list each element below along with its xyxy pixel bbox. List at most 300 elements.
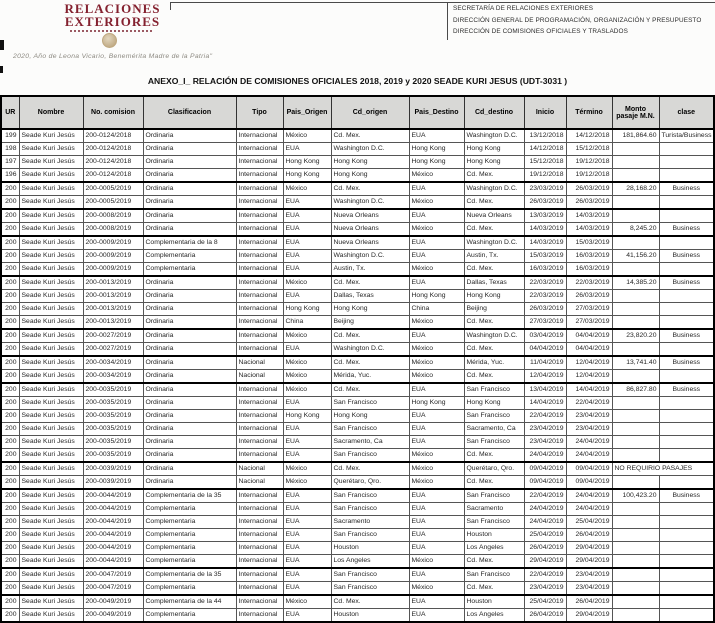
table-cell: Beijing — [331, 316, 409, 330]
table-cell: Seade Kuri Jesús — [19, 169, 83, 183]
table-cell: Seade Kuri Jesús — [19, 542, 83, 555]
table-cell: EUA — [409, 129, 464, 143]
table-cell: Seade Kuri Jesús — [19, 209, 83, 223]
table-cell: 200-0047/2019 — [83, 582, 143, 596]
column-header: Tipo — [236, 96, 283, 129]
table-cell: 200-0009/2019 — [83, 236, 143, 250]
table-cell: 200-0034/2019 — [83, 370, 143, 384]
table-row — [1, 316, 714, 330]
table-cell — [612, 156, 659, 169]
table-cell: 200-0039/2019 — [83, 462, 143, 476]
table-cell: Hong Kong — [283, 410, 331, 423]
table-cell: 200 — [1, 436, 19, 449]
table-row — [1, 462, 714, 476]
table-cell: Seade Kuri Jesús — [19, 436, 83, 449]
scan-artifact-mark — [0, 66, 3, 73]
table-cell: Dallas, Texas — [464, 276, 524, 290]
table-cell: 200 — [1, 410, 19, 423]
table-cell: 200 — [1, 263, 19, 277]
table-cell — [659, 263, 714, 277]
table-row — [1, 595, 714, 609]
table-cell: México — [409, 370, 464, 384]
table-cell: 200 — [1, 383, 19, 397]
column-header: Inicio — [524, 96, 566, 129]
table-cell: Internacional — [236, 196, 283, 210]
commissions-table — [0, 95, 715, 623]
table-cell: 200 — [1, 182, 19, 196]
table-cell: 200-0009/2019 — [83, 250, 143, 263]
table-cell — [612, 503, 659, 516]
table-cell: 198 — [1, 143, 19, 156]
table-cell: Internacional — [236, 250, 283, 263]
table-cell: Sacramento — [331, 516, 409, 529]
table-cell: Ordinaria — [143, 209, 236, 223]
table-cell: 200 — [1, 223, 19, 237]
table-cell — [612, 582, 659, 596]
table-cell: Washington D.C. — [331, 196, 409, 210]
table-cell: Ordinaria — [143, 329, 236, 343]
table-cell: 26/04/2019 — [566, 595, 612, 609]
table-cell — [612, 343, 659, 357]
table-cell: Seade Kuri Jesús — [19, 223, 83, 237]
table-cell: Seade Kuri Jesús — [19, 316, 83, 330]
table-cell: EUA — [409, 276, 464, 290]
table-cell: Cd. Mex. — [331, 129, 409, 143]
table-cell — [659, 370, 714, 384]
table-cell: 14/03/2019 — [566, 209, 612, 223]
table-cell: Cd. Mex. — [464, 343, 524, 357]
table-cell: 29/04/2019 — [524, 555, 566, 569]
table-cell: 200 — [1, 555, 19, 569]
table-cell: 16/03/2019 — [566, 263, 612, 277]
table-cell: Ordinaria — [143, 410, 236, 423]
table-cell: EUA — [283, 609, 331, 623]
table-cell: 15/12/2018 — [524, 156, 566, 169]
table-cell: EUA — [283, 263, 331, 277]
table-cell: Seade Kuri Jesús — [19, 182, 83, 196]
table-cell: Cd. Mex. — [464, 169, 524, 183]
table-cell: 22/03/2019 — [524, 290, 566, 303]
table-cell: Seade Kuri Jesús — [19, 462, 83, 476]
table-cell: 14/04/2019 — [524, 397, 566, 410]
table-cell: Austin, Tx. — [464, 250, 524, 263]
table-cell: 14/03/2019 — [566, 223, 612, 237]
table-cell: 24/04/2019 — [566, 489, 612, 503]
logo-line-1: RELACIONES — [64, 1, 161, 16]
table-cell: Seade Kuri Jesús — [19, 489, 83, 503]
table-cell: Complementaria — [143, 609, 236, 623]
table-row — [1, 250, 714, 263]
table-cell: Seade Kuri Jesús — [19, 503, 83, 516]
table-cell: 22/03/2019 — [524, 276, 566, 290]
logo-line-2: EXTERIORES — [64, 14, 161, 29]
table-row — [1, 129, 714, 143]
table-row — [1, 169, 714, 183]
table-row — [1, 397, 714, 410]
table-cell: Seade Kuri Jesús — [19, 476, 83, 490]
table-cell: 200 — [1, 196, 19, 210]
table-cell: 27/03/2019 — [566, 316, 612, 330]
table-cell: 200-0013/2019 — [83, 303, 143, 316]
table-cell: Ordinaria — [143, 276, 236, 290]
table-cell — [659, 542, 714, 555]
table-cell: México — [283, 370, 331, 384]
table-cell: Complementaria — [143, 516, 236, 529]
table-cell: Cd. Mex. — [464, 316, 524, 330]
table-cell: Complementaria de la 35 — [143, 489, 236, 503]
table-cell: 15/03/2019 — [524, 250, 566, 263]
table-cell: 25/04/2019 — [524, 529, 566, 542]
table-cell: Ordinaria — [143, 303, 236, 316]
table-cell: 86,827.80 — [612, 383, 659, 397]
table-cell: Hong Kong — [331, 156, 409, 169]
table-row — [1, 449, 714, 463]
table-cell: Cd. Mex. — [464, 263, 524, 277]
table-cell: 19/12/2018 — [524, 169, 566, 183]
table-cell: 11/04/2019 — [524, 356, 566, 370]
table-cell: 200-0044/2019 — [83, 555, 143, 569]
table-cell: Turista/Business — [659, 129, 714, 143]
table-cell: EUA — [283, 582, 331, 596]
table-cell — [659, 303, 714, 316]
table-cell: Internacional — [236, 182, 283, 196]
table-cell — [612, 529, 659, 542]
table-row — [1, 156, 714, 169]
table-cell: Nueva Orleans — [331, 236, 409, 250]
table-cell — [612, 516, 659, 529]
table-cell: 13/04/2019 — [524, 383, 566, 397]
table-cell: México — [409, 462, 464, 476]
table-cell: 200-0124/2018 — [83, 156, 143, 169]
table-cell: 15/12/2018 — [566, 143, 612, 156]
table-cell: EUA — [283, 196, 331, 210]
table-cell — [659, 423, 714, 436]
table-cell: Cd. Mex. — [464, 449, 524, 463]
table-cell: 181,864.60 — [612, 129, 659, 143]
table-cell: China — [409, 303, 464, 316]
table-cell: 200 — [1, 276, 19, 290]
table-cell: Washington D.C. — [331, 143, 409, 156]
table-cell: Internacional — [236, 156, 283, 169]
table-cell: Seade Kuri Jesús — [19, 397, 83, 410]
table-cell: 200-0044/2019 — [83, 542, 143, 555]
table-cell: México — [283, 383, 331, 397]
table-row — [1, 290, 714, 303]
table-cell: México — [409, 582, 464, 596]
table-cell: EUA — [409, 329, 464, 343]
table-cell: EUA — [283, 503, 331, 516]
table-cell: EUA — [409, 182, 464, 196]
table-cell: Ordinaria — [143, 423, 236, 436]
table-cell: San Francisco — [331, 568, 409, 582]
table-cell: 200-0035/2019 — [83, 383, 143, 397]
column-header: Monto pasaje M.N. — [612, 96, 659, 129]
column-header: Pais_Origen — [283, 96, 331, 129]
table-cell: Internacional — [236, 397, 283, 410]
table-cell: 14,385.20 — [612, 276, 659, 290]
table-cell: 200 — [1, 423, 19, 436]
table-cell: 22/04/2019 — [524, 410, 566, 423]
table-cell — [659, 436, 714, 449]
table-row — [1, 542, 714, 555]
table-cell: 09/04/2019 — [566, 476, 612, 490]
table-cell: Sacramento, Ca — [331, 436, 409, 449]
table-cell: Internacional — [236, 223, 283, 237]
sre-logo — [40, 2, 185, 28]
table-cell: San Francisco — [331, 489, 409, 503]
table-cell: San Francisco — [464, 436, 524, 449]
table-cell: EUA — [409, 250, 464, 263]
table-cell: Seade Kuri Jesús — [19, 343, 83, 357]
table-cell: 200 — [1, 250, 19, 263]
table-cell: Seade Kuri Jesús — [19, 529, 83, 542]
table-cell: Ordinaria — [143, 169, 236, 183]
national-seal-icon — [102, 33, 117, 48]
table-cell: Internacional — [236, 143, 283, 156]
table-cell: 04/04/2019 — [566, 329, 612, 343]
table-cell: San Francisco — [331, 582, 409, 596]
table-cell: 13/12/2018 — [524, 129, 566, 143]
table-cell — [612, 595, 659, 609]
table-cell: 29/04/2019 — [566, 555, 612, 569]
table-row — [1, 370, 714, 384]
table-cell: Cd. Mex. — [331, 182, 409, 196]
table-row — [1, 489, 714, 503]
table-cell — [612, 423, 659, 436]
table-cell: 200-0013/2019 — [83, 290, 143, 303]
table-cell: EUA — [409, 423, 464, 436]
table-cell: Hong Kong — [331, 410, 409, 423]
table-cell: Complementaria — [143, 529, 236, 542]
table-cell: EUA — [409, 410, 464, 423]
table-cell — [659, 316, 714, 330]
table-cell: 200-0044/2019 — [83, 529, 143, 542]
table-cell: Hong Kong — [283, 303, 331, 316]
table-cell: 200-0047/2019 — [83, 568, 143, 582]
table-cell: México — [409, 316, 464, 330]
table-row — [1, 516, 714, 529]
table-cell: Internacional — [236, 529, 283, 542]
agency-line-1: SECRETARÍA DE RELACIONES EXTERIORES — [453, 5, 594, 12]
table-cell: Complementaria — [143, 503, 236, 516]
table-cell: 200-0027/2019 — [83, 329, 143, 343]
table-cell: Internacional — [236, 516, 283, 529]
table-cell: Business — [659, 329, 714, 343]
table-cell: 200-0035/2019 — [83, 397, 143, 410]
table-cell: EUA — [409, 383, 464, 397]
table-cell: Business — [659, 223, 714, 237]
table-cell: Ordinaria — [143, 449, 236, 463]
table-cell: EUA — [283, 290, 331, 303]
table-cell: Complementaria — [143, 263, 236, 277]
table-row — [1, 423, 714, 436]
table-cell: 22/03/2019 — [566, 276, 612, 290]
table-cell — [612, 290, 659, 303]
table-row — [1, 436, 714, 449]
table-cell: Seade Kuri Jesús — [19, 383, 83, 397]
table-cell — [659, 169, 714, 183]
table-cell: EUA — [283, 542, 331, 555]
table-cell: México — [409, 263, 464, 277]
table-cell: 200 — [1, 516, 19, 529]
table-cell: 14/03/2019 — [524, 236, 566, 250]
table-cell — [612, 476, 659, 490]
table-cell: Washington D.C. — [464, 182, 524, 196]
table-row — [1, 529, 714, 542]
table-cell: San Francisco — [331, 397, 409, 410]
table-cell: Internacional — [236, 555, 283, 569]
table-cell: Ordinaria — [143, 436, 236, 449]
table-cell: EUA — [283, 555, 331, 569]
table-cell: Ordinaria — [143, 383, 236, 397]
table-cell: Seade Kuri Jesús — [19, 196, 83, 210]
table-cell: 200 — [1, 236, 19, 250]
table-cell: Internacional — [236, 316, 283, 330]
table-cell — [659, 503, 714, 516]
table-cell — [612, 410, 659, 423]
table-cell — [659, 343, 714, 357]
table-cell: 23/04/2019 — [524, 582, 566, 596]
table-cell: Hong Kong — [331, 169, 409, 183]
table-cell: Ordinaria — [143, 290, 236, 303]
table-cell: Seade Kuri Jesús — [19, 609, 83, 623]
table-cell — [659, 209, 714, 223]
table-cell: Nacional — [236, 370, 283, 384]
table-cell: EUA — [283, 436, 331, 449]
table-cell: 24/04/2019 — [566, 436, 612, 449]
table-cell: Cd. Mex. — [331, 276, 409, 290]
table-cell: 26/03/2019 — [566, 196, 612, 210]
table-cell: 14/03/2019 — [524, 223, 566, 237]
table-cell: México — [283, 182, 331, 196]
table-cell: Cd. Mex. — [331, 329, 409, 343]
table-cell: Internacional — [236, 423, 283, 436]
table-cell: Cd. Mex. — [464, 196, 524, 210]
table-cell: Washington D.C. — [464, 236, 524, 250]
table-cell: 200 — [1, 582, 19, 596]
table-cell: Seade Kuri Jesús — [19, 555, 83, 569]
table-cell: 23/03/2019 — [524, 182, 566, 196]
table-cell: México — [409, 343, 464, 357]
table-cell: México — [283, 462, 331, 476]
table-cell: México — [283, 595, 331, 609]
table-cell: Business — [659, 276, 714, 290]
table-cell: 200-0013/2019 — [83, 316, 143, 330]
table-cell: 22/04/2019 — [524, 489, 566, 503]
table-cell: Dallas, Texas — [331, 290, 409, 303]
table-cell: Nacional — [236, 476, 283, 490]
table-cell: 200 — [1, 356, 19, 370]
table-cell: Ordinaria — [143, 182, 236, 196]
table-cell: Seade Kuri Jesús — [19, 329, 83, 343]
table-cell: 200-0044/2019 — [83, 503, 143, 516]
table-cell: 196 — [1, 169, 19, 183]
column-header: Nombre — [19, 96, 83, 129]
table-cell — [659, 449, 714, 463]
table-cell — [612, 449, 659, 463]
table-cell: 26/03/2019 — [524, 196, 566, 210]
table-cell: Washington D.C. — [331, 250, 409, 263]
table-cell: 200 — [1, 542, 19, 555]
table-cell: Internacional — [236, 343, 283, 357]
table-cell: México — [283, 476, 331, 490]
table-cell: México — [283, 276, 331, 290]
table-cell: Hong Kong — [409, 156, 464, 169]
table-cell: 200 — [1, 316, 19, 330]
table-cell: EUA — [283, 236, 331, 250]
table-cell: Hong Kong — [409, 143, 464, 156]
table-cell: 200 — [1, 529, 19, 542]
table-cell: 200-0027/2019 — [83, 343, 143, 357]
table-cell: Seade Kuri Jesús — [19, 236, 83, 250]
column-header: Pais_Destino — [409, 96, 464, 129]
table-cell: EUA — [283, 516, 331, 529]
table-cell: Hong Kong — [409, 290, 464, 303]
table-cell: Querétaro, Qro. — [464, 462, 524, 476]
table-cell: Internacional — [236, 383, 283, 397]
table-header-row — [1, 96, 714, 129]
page-title: ANEXO_I_ RELACIÓN DE COMISIONES OFICIALES 2018, 2019 y 2020 SEADE KURI JESUS (UDT-3031 ) — [147, 76, 568, 86]
table-row — [1, 182, 714, 196]
table-cell: Business — [659, 383, 714, 397]
table-cell: Ordinaria — [143, 143, 236, 156]
table-cell — [612, 370, 659, 384]
table-cell — [612, 209, 659, 223]
table-cell: 200 — [1, 397, 19, 410]
table-cell: México — [283, 129, 331, 143]
table-row — [1, 329, 714, 343]
table-cell: Internacional — [236, 169, 283, 183]
table-row — [1, 263, 714, 277]
table-cell — [612, 236, 659, 250]
table-cell: 19/12/2018 — [566, 156, 612, 169]
table-cell: Complementaria de la 44 — [143, 595, 236, 609]
table-cell: 23/04/2019 — [524, 423, 566, 436]
table-cell: 13/03/2019 — [524, 209, 566, 223]
table-cell: Seade Kuri Jesús — [19, 143, 83, 156]
table-cell: China — [283, 316, 331, 330]
table-cell: 200-0044/2019 — [83, 489, 143, 503]
table-cell: EUA — [283, 423, 331, 436]
table-cell: 200 — [1, 209, 19, 223]
table-cell: San Francisco — [464, 516, 524, 529]
table-cell: San Francisco — [464, 383, 524, 397]
table-row — [1, 236, 714, 250]
table-cell: 200 — [1, 343, 19, 357]
table-cell: 199 — [1, 129, 19, 143]
column-header: Cd_destino — [464, 96, 524, 129]
table-cell: Complementaria de la 35 — [143, 568, 236, 582]
table-cell: 09/04/2019 — [566, 462, 612, 476]
column-header: clase — [659, 96, 714, 129]
table-cell: 24/04/2019 — [566, 503, 612, 516]
table-cell: 200-0124/2018 — [83, 169, 143, 183]
table-cell: San Francisco — [331, 423, 409, 436]
table-cell: Nueva Orleans — [331, 209, 409, 223]
table-cell: San Francisco — [464, 410, 524, 423]
table-row — [1, 410, 714, 423]
table-cell: EUA — [409, 489, 464, 503]
table-cell: 26/03/2019 — [566, 182, 612, 196]
table-cell: México — [409, 223, 464, 237]
table-cell: Internacional — [236, 582, 283, 596]
table-cell: Complementaria de la 8 — [143, 236, 236, 250]
table-cell: Houston — [464, 595, 524, 609]
table-cell: Los Angeles — [464, 542, 524, 555]
table-cell: 26/04/2019 — [566, 529, 612, 542]
table-cell: Cd. Mex. — [464, 555, 524, 569]
table-cell: 24/04/2019 — [566, 449, 612, 463]
